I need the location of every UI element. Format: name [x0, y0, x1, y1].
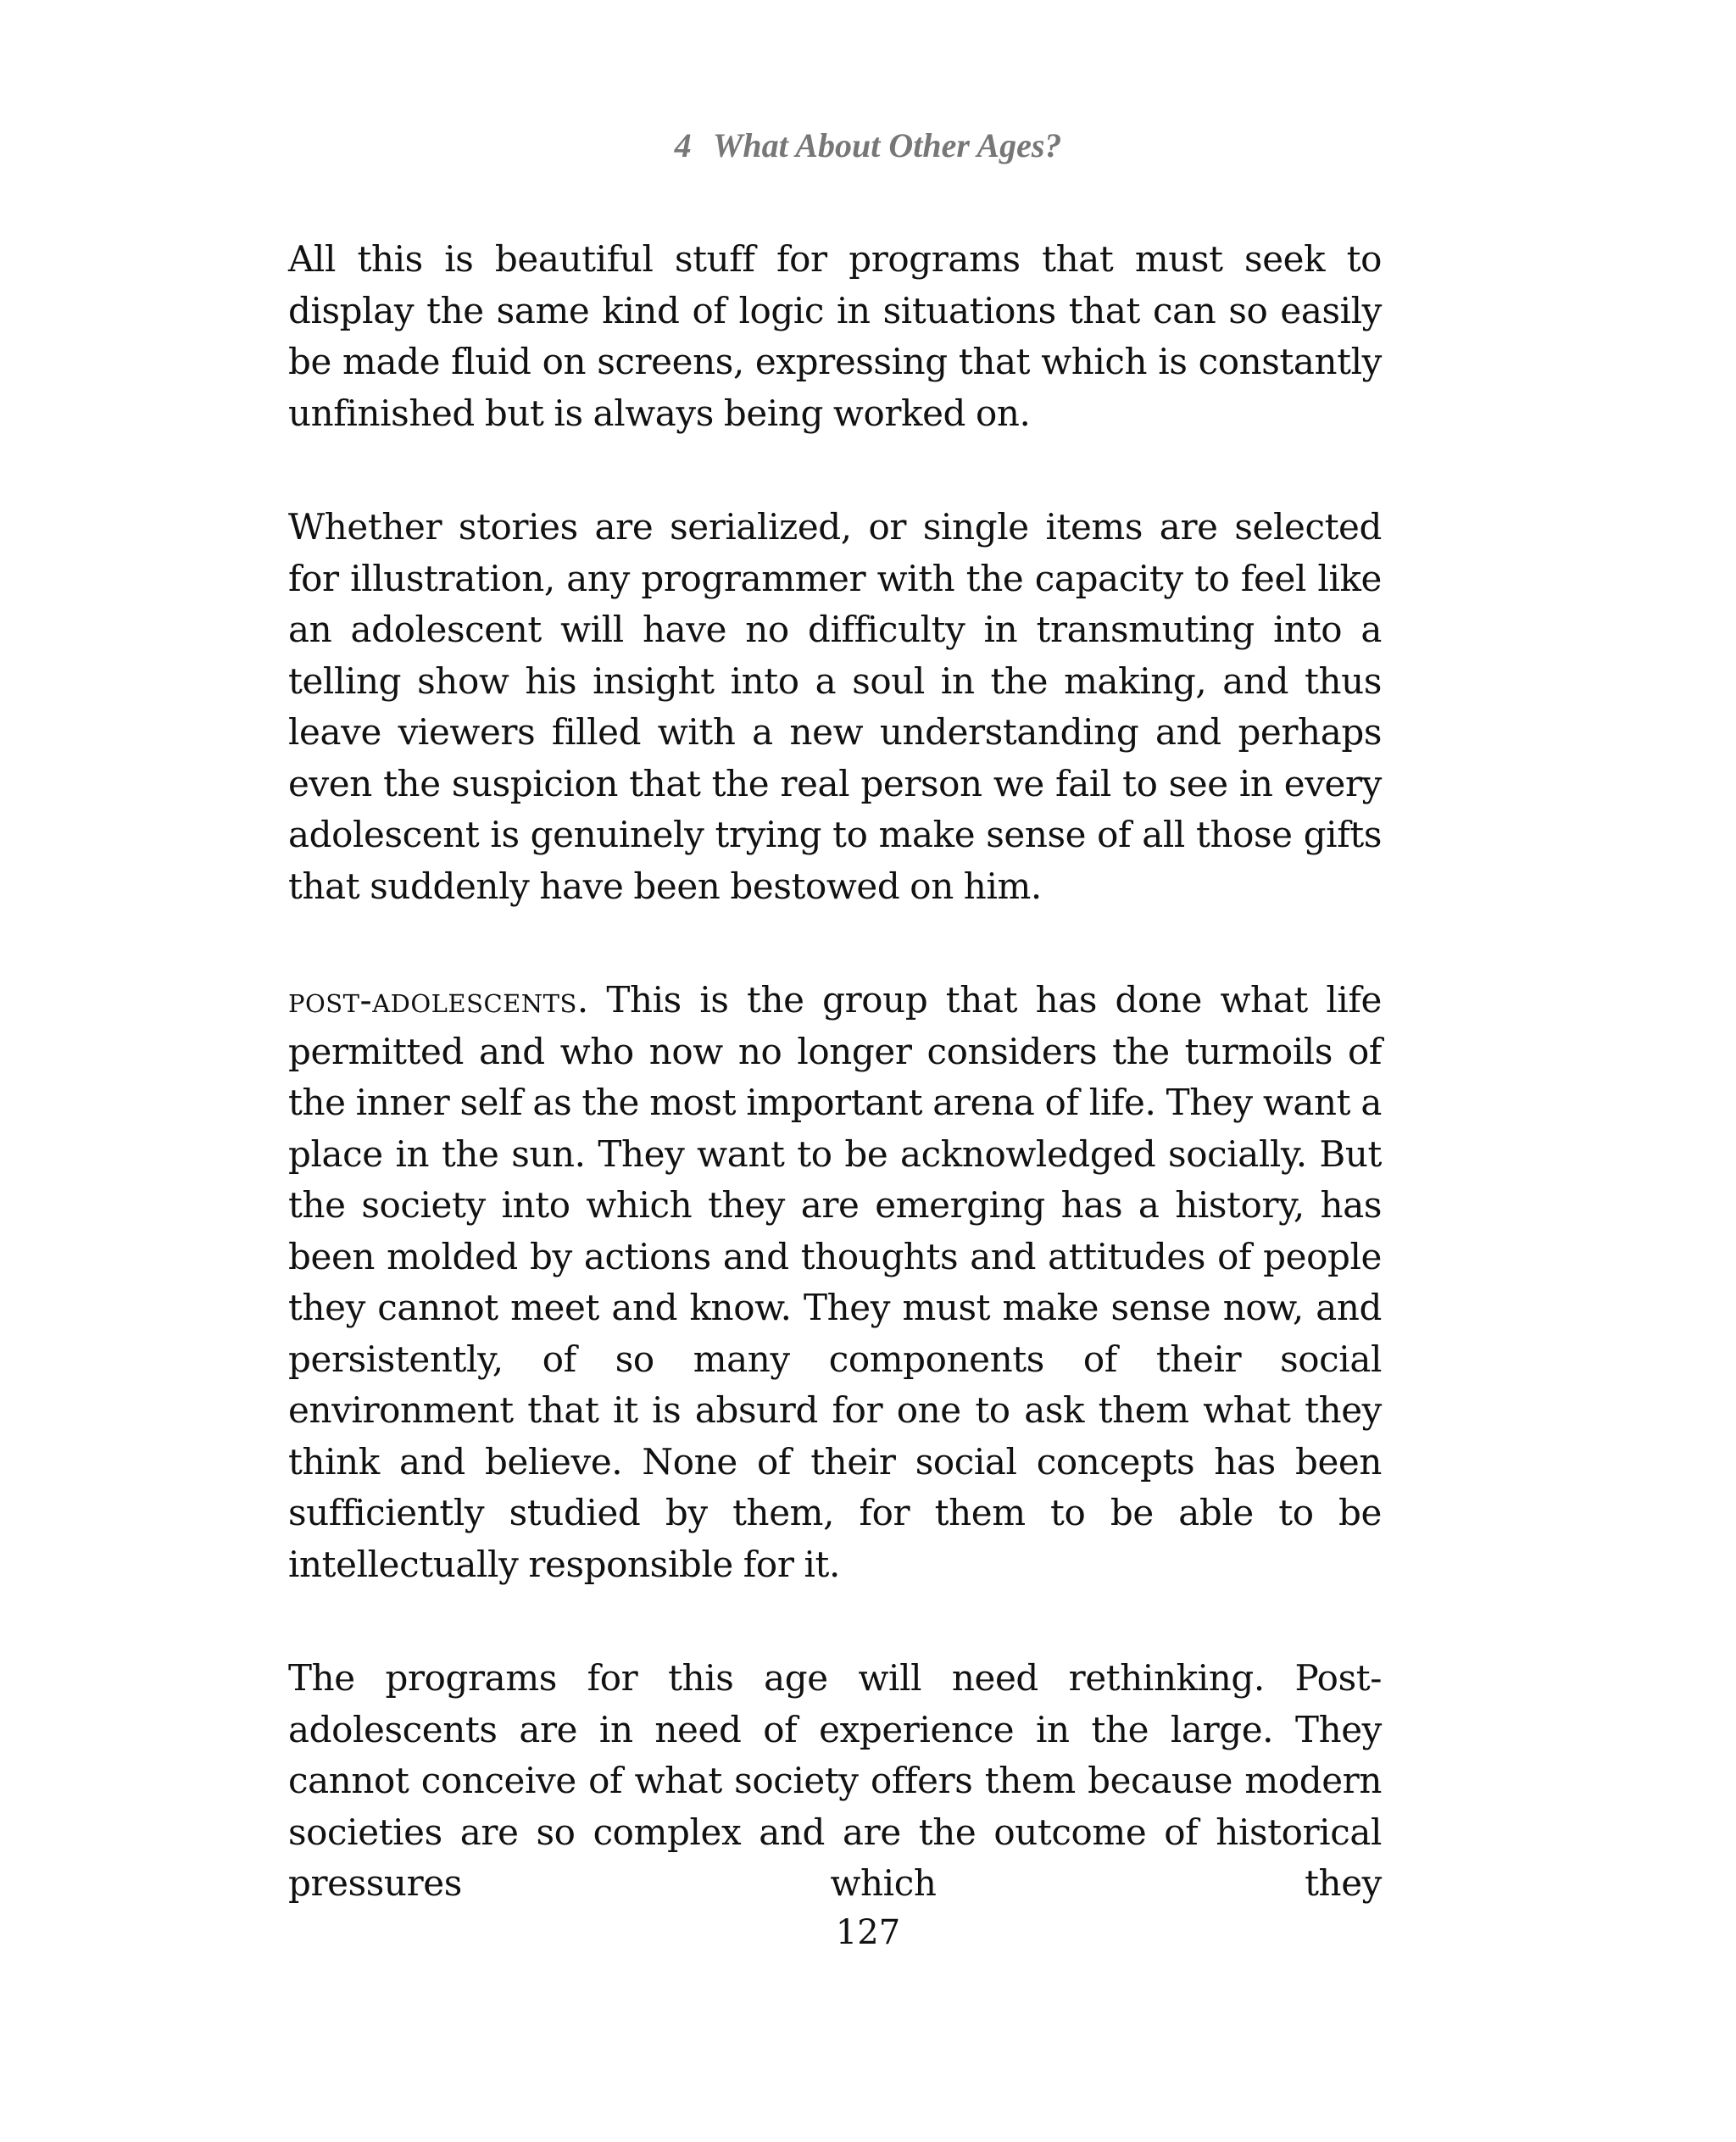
chapter-title: What About Other Ages? — [712, 126, 1062, 164]
paragraph-4: The programs for this age will need rethinking. Post-adolescents are in need of experience in the large. They cannot conceive of what society offers them because modern societies are so complex and are the outcome of historical pressures which they — [288, 1657, 1382, 1904]
paragraph-1: All this is beautiful stuff for programs that must seek to display the same kind of logic in situations that can so easily be made fluid on screens, expressing that which is constantly unfinished but is always being worked on. — [288, 238, 1382, 434]
running-header — [0, 125, 1736, 166]
section-lead-term: post-adolescents — [288, 979, 577, 1021]
paragraph-3 — [288, 975, 1382, 1590]
paragraph-3-body: . This is the group that has done what life permitted and who now no longer considers the turmoils of the inner self as the most important arena of life. They want a place in the sun. They want to be acknowledged socially. But the society into which they are emerging has a history, has been molded by actions and thoughts and attitudes of people they cannot meet and know. They must make sense now, and persistently, of so many components of their social environment that it is absurd for one to ask them what they think and believe. None of their social concepts has been sufficiently studied by them, for them to be able to be intellectually responsible for it. — [288, 979, 1382, 1585]
page-number: 127 — [835, 1913, 901, 1952]
chapter-number: 4 — [674, 126, 692, 164]
paragraph-2: Whether stories are serialized, or single items are selected for illustration, any programmer with the capacity to feel like an adolescent will have no difficulty in transmuting into a telling show his insight into a soul in the making, and thus leave viewers filled with a new understanding and perhaps even the suspicion that the real person we fail to see in every adolescent is genuinely trying to make sense of all those gifts that suddenly have been bestowed on him. — [288, 506, 1382, 907]
body-text — [288, 234, 1382, 1910]
